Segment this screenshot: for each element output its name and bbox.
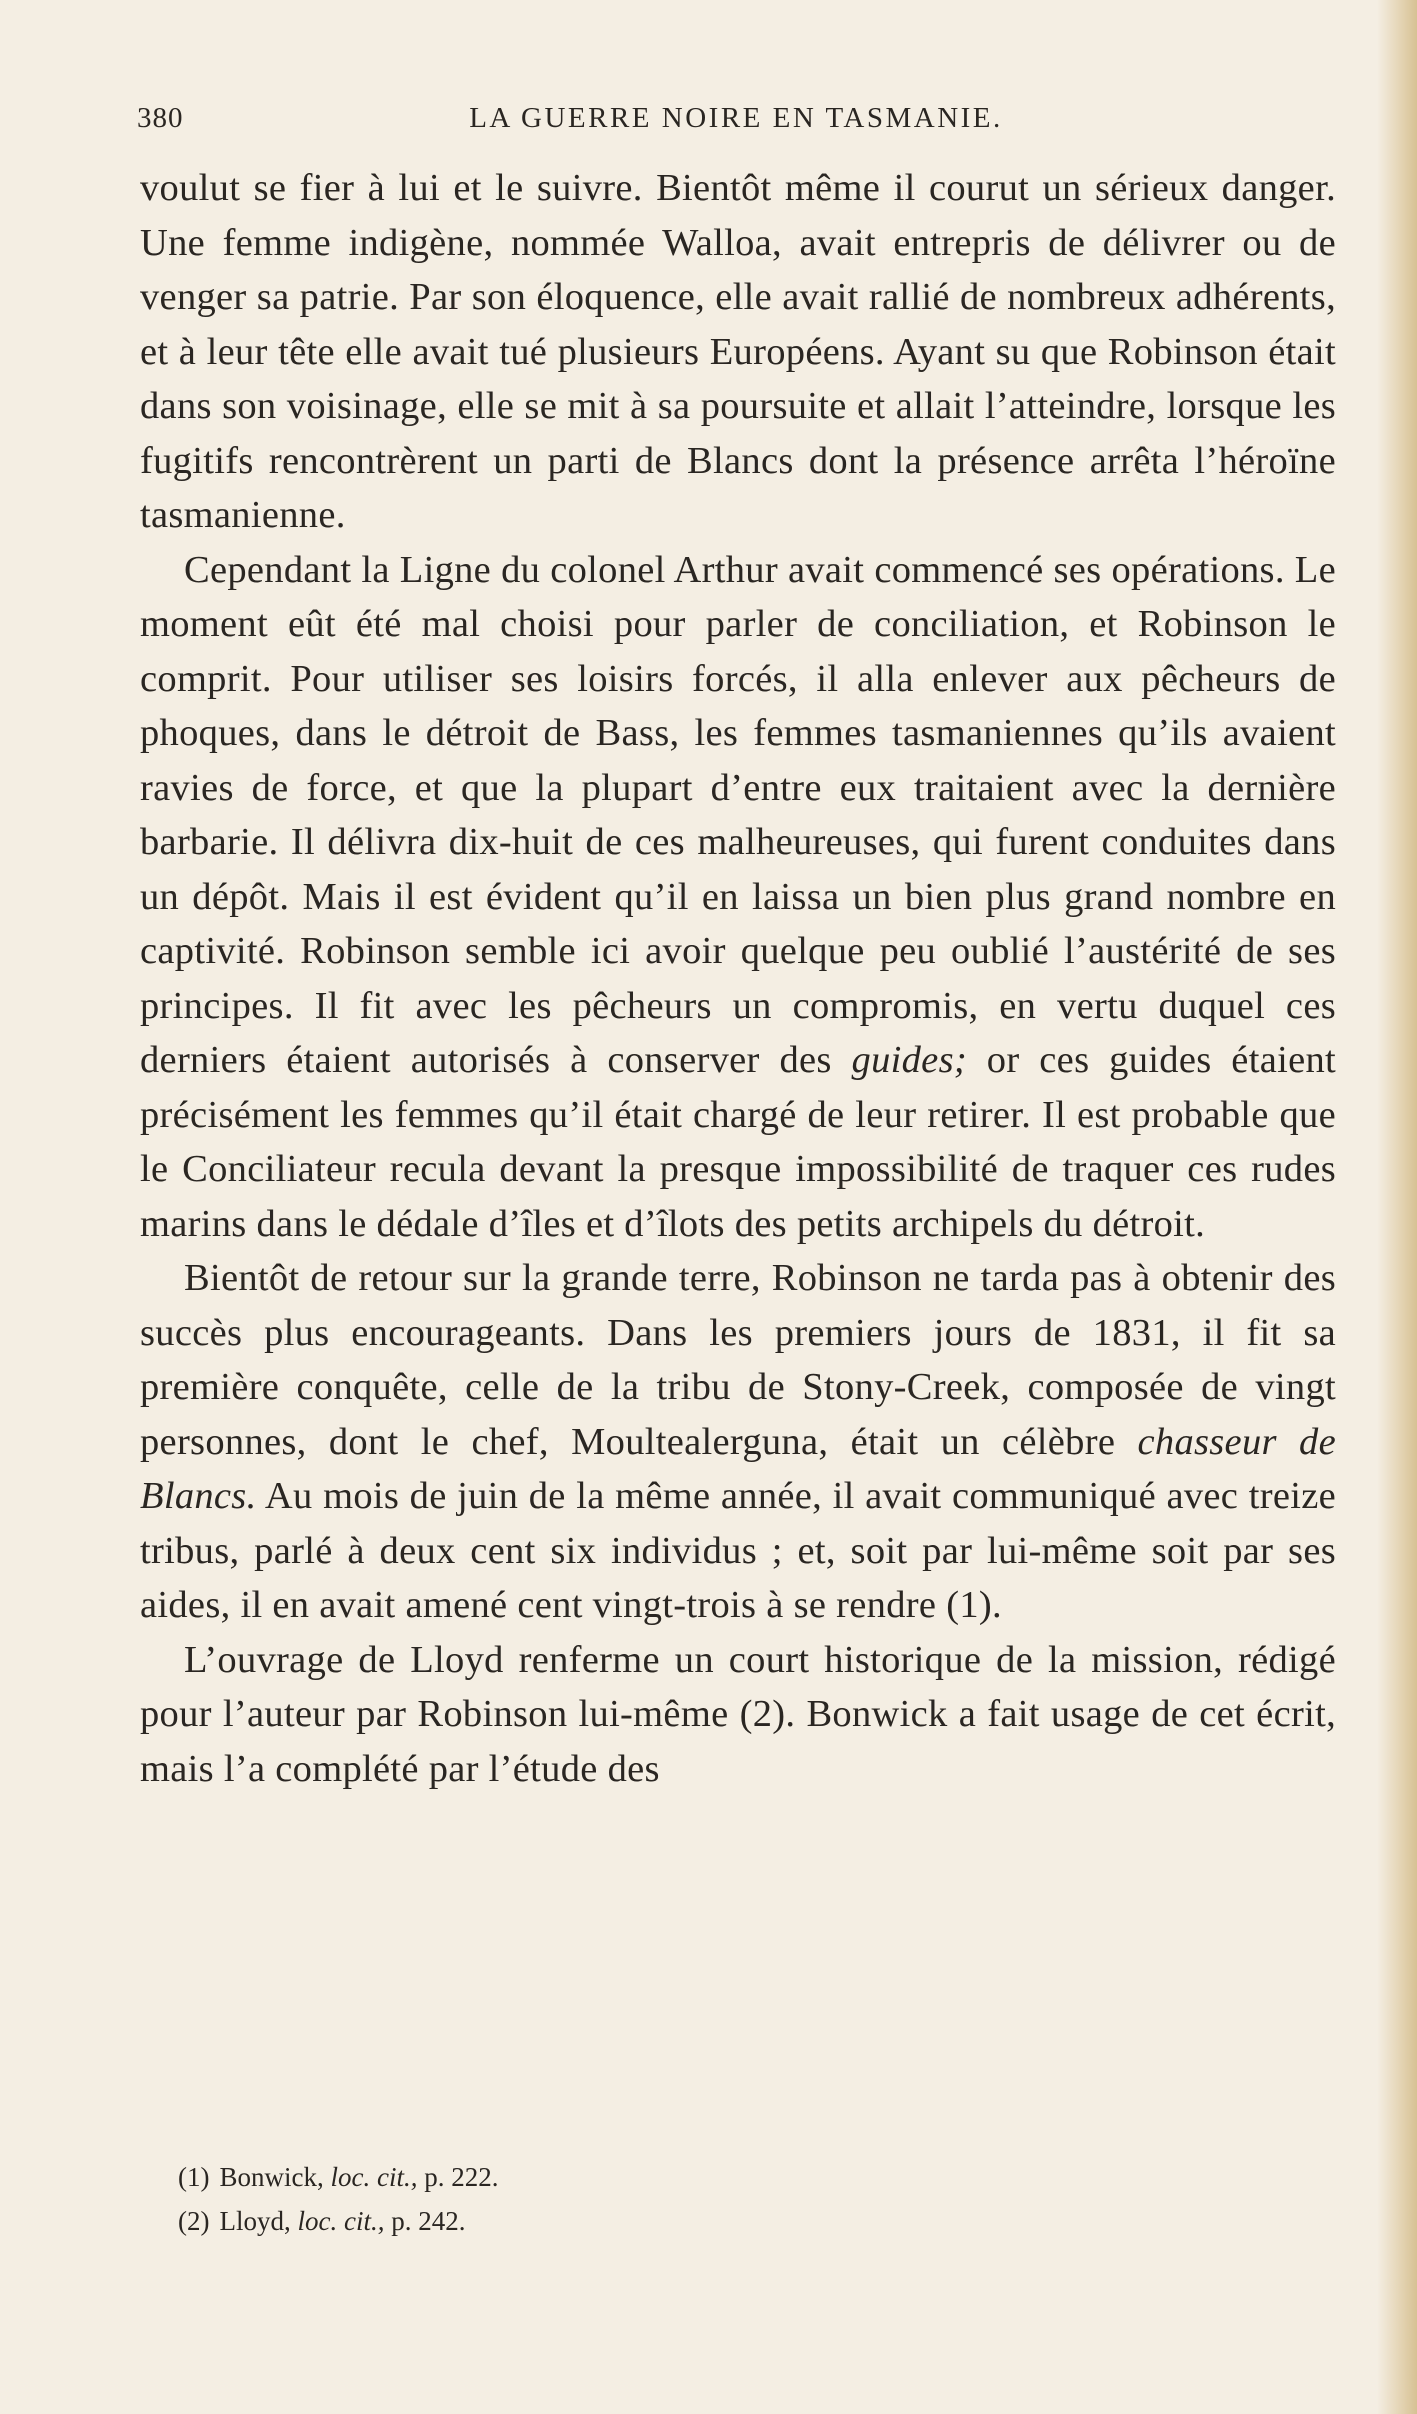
footnote-ref: loc. cit.,: [330, 2162, 418, 2192]
page-number: 380: [137, 102, 184, 134]
paragraph-3-text-b: Au mois de juin de la même année, il avait communiqué avec treize tribus, parlé à deux cent six individus ; et, soit par lui-même soit par ses aides, il en avait amené cent vingt-trois à se rendre (1).: [140, 1475, 1336, 1626]
footnote-2: [178, 2199, 1278, 2243]
paragraph-2: [140, 543, 1336, 1252]
footnote-marker: (2): [178, 2206, 210, 2236]
paragraph-3-italic: chasseur de Blancs.: [140, 1420, 1336, 1517]
footnote-author: Lloyd,: [219, 2206, 291, 2236]
paragraph-2-text-b: or ces guides étaient précisément les femmes qu’il était chargé de leur retirer. Il est probable que le Conciliateur recula devant la presque impossibilité de traquer ces rudes marins dans le dédale d’îles et d’îlots des petits archipels du détroit.: [140, 1039, 1337, 1245]
footnote-author: Bonwick,: [219, 2162, 324, 2192]
paragraph-2-text-a: Cependant la Ligne du colonel Arthur avait commencé ses opérations. Le moment eût été mal choisi pour parler de conciliation, et Robinson le comprit. Pour utiliser ses loisirs forcés, il alla enlever aux pêcheurs de phoques, dans le détroit de Bass, les femmes tasmaniennes qu’ils avaient ravies de force, et que la plupart d’entre eux traitaient avec la dernière barbarie. Il délivra dix-huit de ces malheureuses, qui furent conduites dans un dépôt. Mais il est évident qu’il en laissa un bien plus grand nombre en captivité. Robinson semble ici avoir quelque peu oublié l’austérité de ses principes. Il fit avec les pêcheurs un compromis, en vertu duquel ces derniers étaient autorisés à conserver des: [140, 548, 1336, 1081]
footnote-page: p. 242.: [391, 2206, 466, 2236]
footnote-page: p. 222.: [424, 2162, 499, 2192]
paragraph-3: [140, 1251, 1336, 1633]
paragraph-1: voulut se fier à lui et le suivre. Bientôt même il courut un sérieux danger. Une femme indigène, nommée Walloa, avait entrepris de délivrer ou de venger sa patrie. Par son éloquence, elle avait rallié de nombreux adhérents, et à leur tête elle avait tué plusieurs Européens. Ayant su que Robinson était dans son voisinage, elle se mit à sa poursuite et allait l’atteindre, lorsque les fugitifs rencontrèrent un parti de Blancs dont la présence arrêta l’héroïne tasmanienne.: [140, 167, 1336, 536]
paragraph-2-italic: guides;: [851, 1039, 967, 1081]
footnotes: [178, 2155, 1278, 2243]
body-text: [140, 161, 1336, 1796]
paragraph-3-text-a: Bientôt de retour sur la grande terre, Robinson ne tarda pas à obtenir des succès plus encourageants. Dans les premiers jours de 1831, il fit sa première conquête, celle de la tribu de Stony-Creek, composée de vingt personnes, dont le chef, Moultealerguna, était un célèbre: [140, 1257, 1336, 1463]
footnote-ref: loc. cit.,: [297, 2206, 385, 2236]
page-header: [137, 102, 1335, 146]
page-edge-shadow: [1377, 0, 1417, 2414]
paragraph-4: L’ouvrage de Lloyd renferme un court historique de la mission, rédigé pour l’auteur par Robinson lui-même (2). Bonwick a fait usage de cet écrit, mais l’a complété par l’étude des: [140, 1638, 1336, 1790]
footnote-marker: (1): [178, 2162, 210, 2192]
footnote-1: [178, 2155, 1278, 2199]
running-title: LA GUERRE NOIRE EN TASMANIE.: [469, 102, 1003, 134]
